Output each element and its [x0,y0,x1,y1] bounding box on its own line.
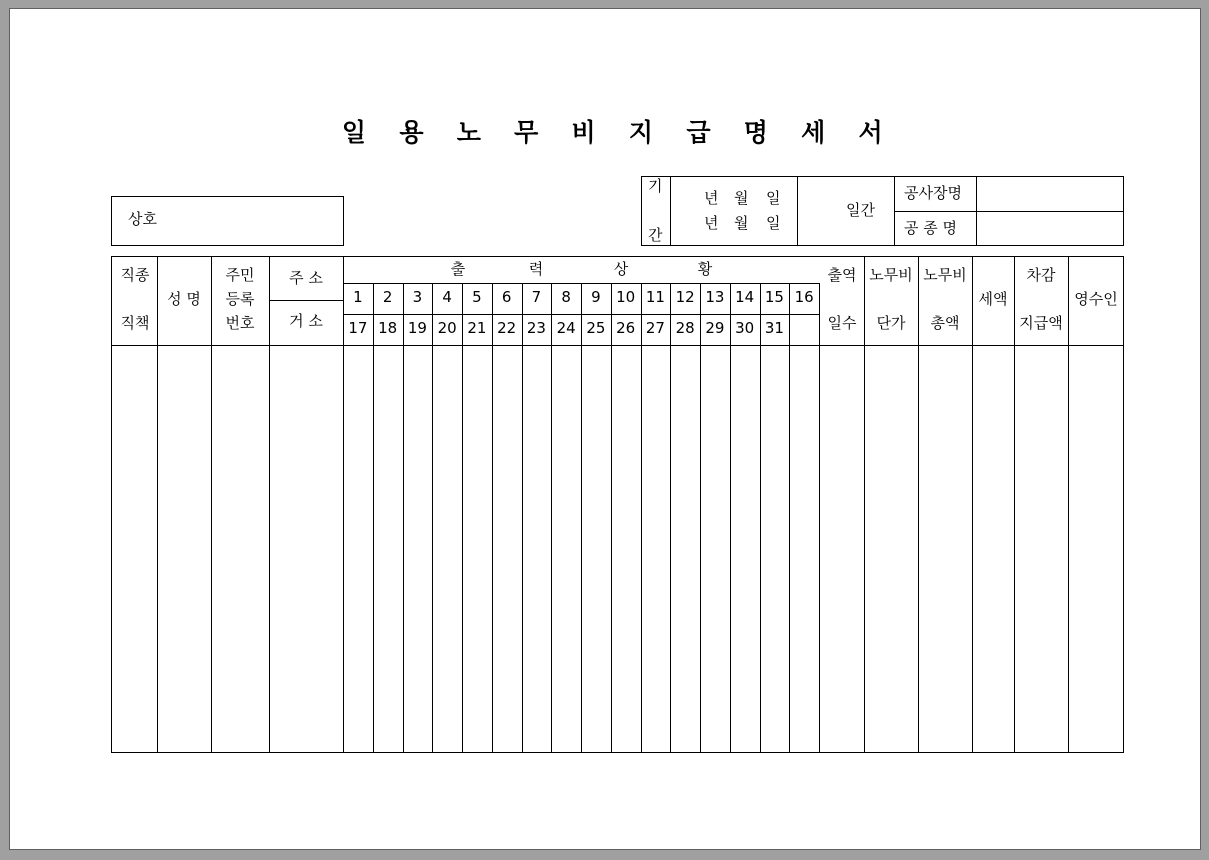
attendance-label-4: 황 [697,260,713,278]
col-line-address [343,256,344,753]
period-end-year: 년 [704,214,719,232]
day-number: 11 [645,288,665,306]
day-number: 1 [353,288,363,306]
day-number: 23 [526,319,546,337]
site-row-divider [894,211,1123,212]
day-number: 13 [705,288,725,306]
header-net-bottom: 지급액 [1019,314,1063,332]
period-start-month: 월 [734,189,749,207]
day-number: 26 [616,319,636,337]
title-char: 무 [514,118,539,147]
day-column-line [373,283,374,753]
day-number: 2 [382,288,393,306]
header-total-top: 노무비 [923,266,967,284]
header-job-top: 직종 [120,266,150,284]
day-number: 28 [675,319,695,337]
header-job-bottom: 직책 [120,314,150,332]
day-number: 25 [586,319,606,337]
header-reg-2: 등록 [225,290,255,308]
day-number: 21 [467,319,487,337]
col-line-name [211,256,212,753]
title-char: 명 [743,118,768,147]
title-char: 노 [456,118,481,147]
day-number: 5 [472,288,482,306]
period-divider-1 [670,176,671,246]
period-divider-2 [797,176,798,246]
day-number: 27 [645,319,665,337]
day-number: 9 [591,288,601,306]
header-address-top: 주 소 [289,269,323,287]
day-number: 24 [556,319,576,337]
day-number: 18 [378,319,398,337]
day-column-line [700,283,701,753]
day-column-line [760,283,761,753]
day-number: 12 [675,288,695,306]
title-char: 용 [399,118,424,147]
attendance-label-2: 력 [528,260,544,278]
col-line-workdays [864,256,865,753]
header-workdays-bottom: 일수 [827,314,857,332]
col-line-job [157,256,158,753]
title-char: 세 [801,118,826,147]
day-column-line [492,283,493,753]
day-number: 15 [764,288,784,306]
period-label-bottom: 간 [648,226,663,244]
day-column-line [789,283,790,753]
day-number: 10 [616,288,636,306]
day-number: 31 [764,319,784,337]
day-column-line [522,283,523,753]
col-line-reg [269,256,270,753]
header-receipt: 영수인 [1074,290,1118,308]
day-column-line [819,283,820,753]
site-name-label: 공사장명 [904,184,962,202]
day-column-line [670,283,671,753]
col-line-net [1068,256,1069,753]
header-unitprice-bottom: 단가 [876,314,906,332]
period-end-day: 일 [766,214,781,232]
day-number: 16 [794,288,814,306]
day-column-line [581,283,582,753]
header-net-top: 차감 [1026,266,1056,284]
header-unitprice-top: 노무비 [869,266,913,284]
day-number: 14 [735,288,755,306]
day-number: 7 [531,288,542,306]
day-column-line [403,283,404,753]
title-char: 지 [628,118,654,147]
day-number: 6 [501,288,512,306]
day-number: 4 [442,288,452,306]
address-split-line [269,300,343,301]
title-char: 급 [686,118,711,147]
document-page [9,8,1201,850]
day-column-line [730,283,731,753]
header-workdays-top: 출역 [827,266,857,284]
day-number: 19 [407,319,427,337]
day-number: 3 [412,288,423,306]
col-line-total [972,256,973,753]
day-number: 8 [561,288,571,306]
day-number: 22 [497,319,517,337]
day-column-line [641,283,642,753]
attendance-label-3: 상 [613,260,629,278]
header-reg-1: 주민 [225,266,255,284]
day-column-line [551,283,552,753]
header-total-bottom: 총액 [930,314,960,332]
day-number: 17 [348,319,368,337]
company-label: 상호 [128,210,157,228]
day-column-line [611,283,612,753]
title-char: 비 [571,118,596,147]
title-char: 서 [858,118,883,147]
period-end-month: 월 [734,214,749,232]
work-type-label: 공 종 명 [904,219,958,237]
col-line-unitprice [918,256,919,753]
day-number: 30 [735,319,755,337]
day-number: 20 [437,319,457,337]
header-name: 성 명 [167,290,201,308]
period-start-year: 년 [704,189,719,207]
day-column-line [462,283,463,753]
period-days-label: 일간 [846,201,875,219]
header-tax: 세액 [978,290,1008,308]
day-number: 29 [705,319,725,337]
title-char: 일 [341,118,367,147]
header-reg-3: 번호 [225,314,255,332]
day-column-line [432,283,433,753]
col-line-tax [1014,256,1015,753]
period-label-top: 기 [648,177,663,195]
attendance-label-1: 출 [450,260,466,278]
header-address-bottom: 거 소 [289,312,323,330]
period-start-day: 일 [766,189,781,207]
